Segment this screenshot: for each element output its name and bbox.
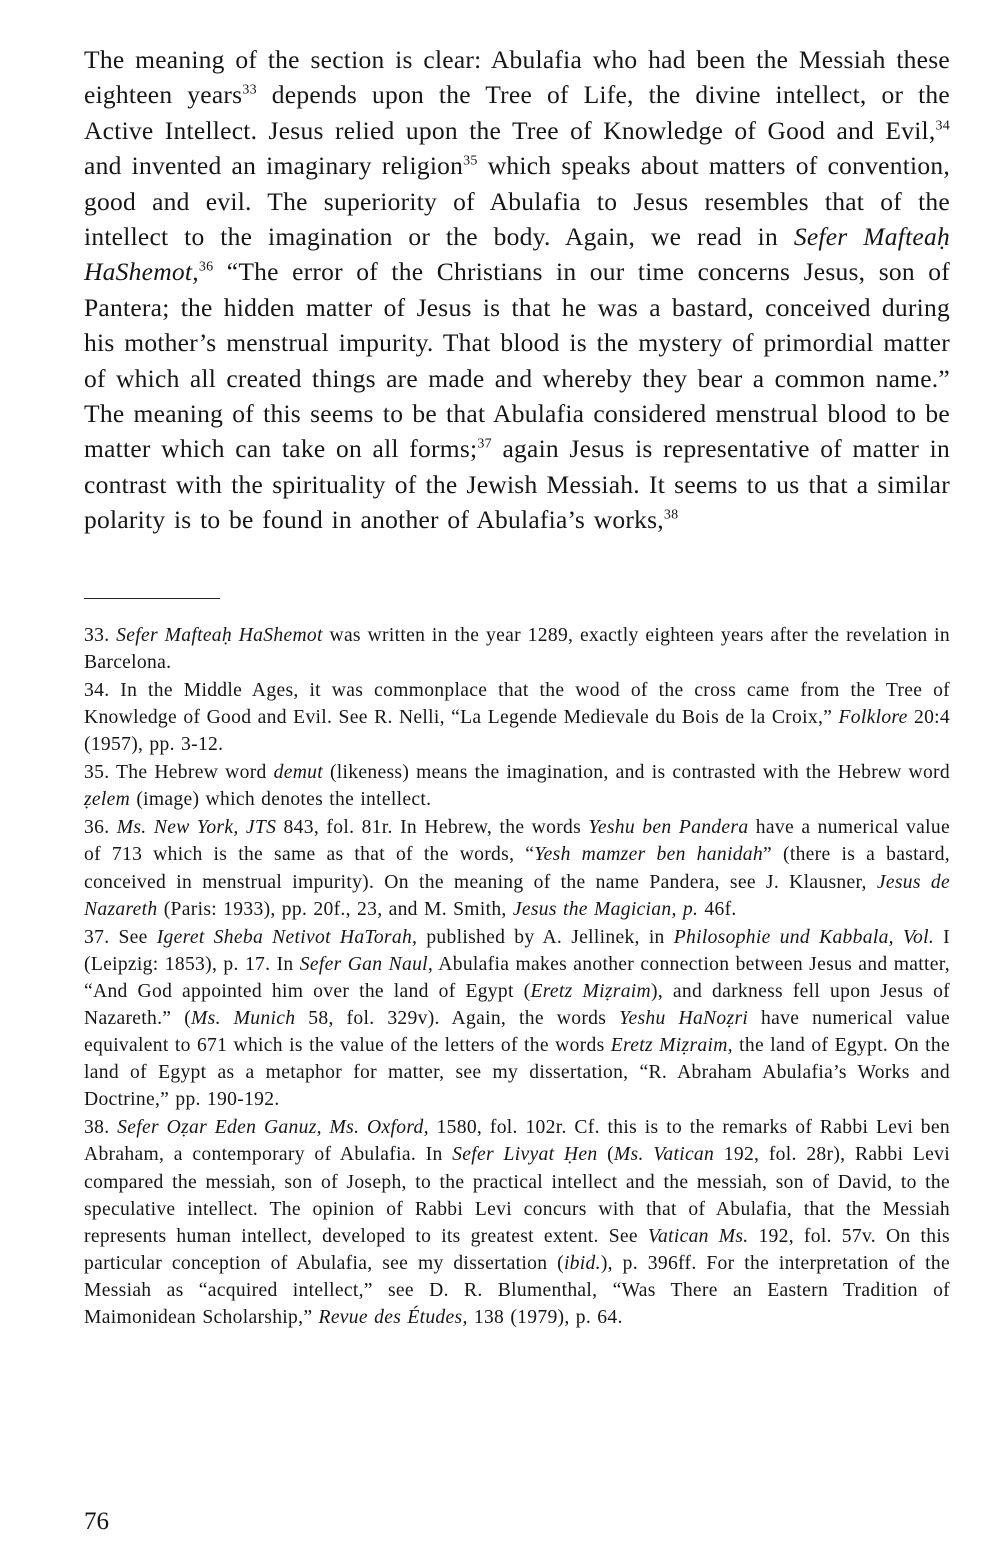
footnote-ref: 34	[935, 118, 950, 134]
italic-text: Eretz Miẓraim	[530, 980, 651, 1002]
italic-text: Sefer Oẓar Eden Ganuz, Ms. Oxford,	[117, 1117, 429, 1139]
text-run: (image) which denotes the intellect.	[130, 789, 432, 811]
text-run: published by A. Jellinek, in	[417, 926, 674, 948]
text-run: 192, fol. 28r), Rabbi Levi compared the messiah, son of Joseph, to the practical intellect and the messiah, son of David, to the speculative intellect. The opinion of Rabbi Levi concurs with that of Abulafia, that the Messiah represents human intellect, developed to its greatest extent. See	[84, 1144, 950, 1247]
text-run: again Jesus is representative of matter in contrast with the spirituality of the Jewish Messiah. It seems to us that a similar polarity is to be found in another of Abulafia’s works,	[84, 434, 950, 535]
text-run: I (Leipzig: 1853), p. 17. In	[84, 926, 950, 975]
italic-text: Yesh mamzer ben hanidah	[534, 844, 764, 866]
italic-text: Yeshu ben Pandera	[588, 817, 749, 839]
italic-text: Ms. Vatican	[613, 1144, 715, 1166]
text-run: 46f.	[698, 898, 737, 920]
text-run: (likeness) means the imagination, and is contrasted with the Hebrew word	[323, 762, 950, 784]
text-run: The meaning of the section is clear: Abulafia who had been the Messiah these eighteen years	[84, 45, 950, 110]
footnote-ref: 35	[463, 153, 478, 169]
text-run: have a numerical value of 713 which is the same as that of the words, “	[84, 817, 950, 866]
text-run: 36.	[84, 817, 117, 839]
text-run: ” (there is a bastard, conceived in menstrual impurity). On the meaning of the name Pandera, see J. Klausner,	[84, 844, 950, 893]
text-run: which speaks about matters of convention, good and evil. The superiority of Abulafia to Jesus resembles that of the intellect to the imagination or the body. Again, we read in	[84, 151, 950, 252]
italic-text: Sefer Mafteaḥ HaShemot,	[84, 222, 951, 287]
footnote-ref: 37	[477, 436, 492, 452]
italic-text: Igeret Sheba Netivot HaTorah,	[156, 926, 418, 948]
text-run: ), and darkness fell upon Jesus of Nazareth.” (	[84, 980, 950, 1029]
italic-text: Ms. Munich	[191, 1008, 296, 1029]
text-run: 33.	[84, 624, 117, 646]
italic-text: demut	[273, 762, 323, 784]
italic-text: Eretz Miẓraim,	[610, 1035, 733, 1057]
text-run: and invented an imaginary religion	[84, 151, 464, 181]
text-run: have numerical value equivalent to 671 which is the value of the letters of the words	[84, 1008, 950, 1057]
text-run: Abulafia makes another connection between Jesus and matter, “And God appointed him over the land of Egypt (	[84, 953, 950, 1002]
italic-text: Jesus the Magician, p.	[512, 898, 699, 920]
footnotes	[84, 622, 950, 1331]
italic-text: Folklore	[838, 706, 908, 728]
text-run: 20:4 (1957), pp. 3-12.	[84, 706, 951, 756]
text-run: the land of Egypt. On the land of Egypt as a metaphor for matter, see my dissertation, “R. Abraham Abulafia’s Works and Doctrine,” pp. 190-192.	[84, 1035, 950, 1111]
italic-text: ẓelem	[84, 789, 131, 811]
footnote-separator	[84, 598, 220, 599]
italic-text: ibid.	[563, 1252, 601, 1274]
italic-text: Yeshu HaNoẓri	[619, 1008, 749, 1029]
text-run: ), p. 396ff. For the interpretation of the Messiah as “acquired intellect,” see D. R. Blumenthal, “Was There an Eastern Tradition of Maimonidean Scholarship,”	[84, 1252, 950, 1329]
footnote-ref: 36	[198, 259, 214, 275]
text-run: 37. See	[84, 926, 157, 948]
text-run: (	[597, 1144, 614, 1166]
italic-text: Sefer Gan Naul,	[299, 953, 434, 975]
footnote-ref: 38	[663, 507, 679, 523]
text-run: (Paris: 1933), pp. 20f., 23, and M. Smith,	[157, 898, 513, 920]
italic-text: Jesus de Nazareth	[84, 871, 950, 920]
footnote-33	[84, 622, 950, 676]
footnote-ref: 33	[242, 82, 257, 98]
italic-text: Ms. New York, JTS	[116, 817, 277, 839]
footnote-37	[84, 924, 950, 1114]
text-run: was written in the year 1289, exactly eighteen years after the revelation in Barcelona.	[84, 624, 950, 673]
page-number: 76	[84, 1508, 109, 1535]
italic-text: Sefer Mafteaḥ HaShemot	[116, 624, 323, 646]
text-run: 58, fol. 329v). Again, the words	[295, 1008, 620, 1029]
italic-text: Philosophie und Kabbala, Vol.	[673, 926, 935, 948]
footnote-38	[84, 1114, 950, 1331]
footnote-34	[84, 677, 950, 758]
page-content	[84, 42, 950, 1332]
text-run: 1580, fol. 102r. Cf. this is to the remarks of Rabbi Levi ben Abraham, a contemporary of Abulafia. In	[84, 1117, 950, 1166]
footnote-35	[84, 759, 950, 813]
text-run: “The error of the Christians in our time concerns Jesus, son of Pantera; the hidden matter of Jesus is that he was a bastard, conceived during his mother’s menstrual impurity. That blood is the mystery of primordial matter of which all created things are made and whereby they bear a common name.” The meaning of this seems to be that Abulafia considered menstrual blood to be matter which can take on all forms;	[84, 257, 950, 464]
italic-text: Vatican Ms.	[647, 1225, 749, 1247]
italic-text: Revue des Études,	[318, 1307, 468, 1329]
text-run: 38.	[84, 1117, 118, 1139]
body-paragraph	[84, 42, 950, 538]
text-run: 35. The Hebrew word	[84, 762, 274, 784]
footnote-36	[84, 814, 950, 922]
text-run: 843, fol. 81r. In Hebrew, the words	[276, 817, 589, 839]
text-run: 138 (1979), p. 64.	[467, 1307, 623, 1329]
text-run: 192, fol. 57v. On this particular conception of Abulafia, see my dissertation (	[84, 1225, 950, 1274]
italic-text: Sefer Livyat Ḥen	[452, 1144, 598, 1166]
text-run: depends upon the Tree of Life, the divine intellect, or the Active Intellect. Jesus relied upon the Tree of Knowledge of Good and Evil,	[84, 80, 950, 145]
text-run: 34. In the Middle Ages, it was commonplace that the wood of the cross came from the Tree of Knowledge of Good and Evil. See R. Nelli, “La Legende Medievale du Bois de la Croix,”	[84, 679, 950, 728]
